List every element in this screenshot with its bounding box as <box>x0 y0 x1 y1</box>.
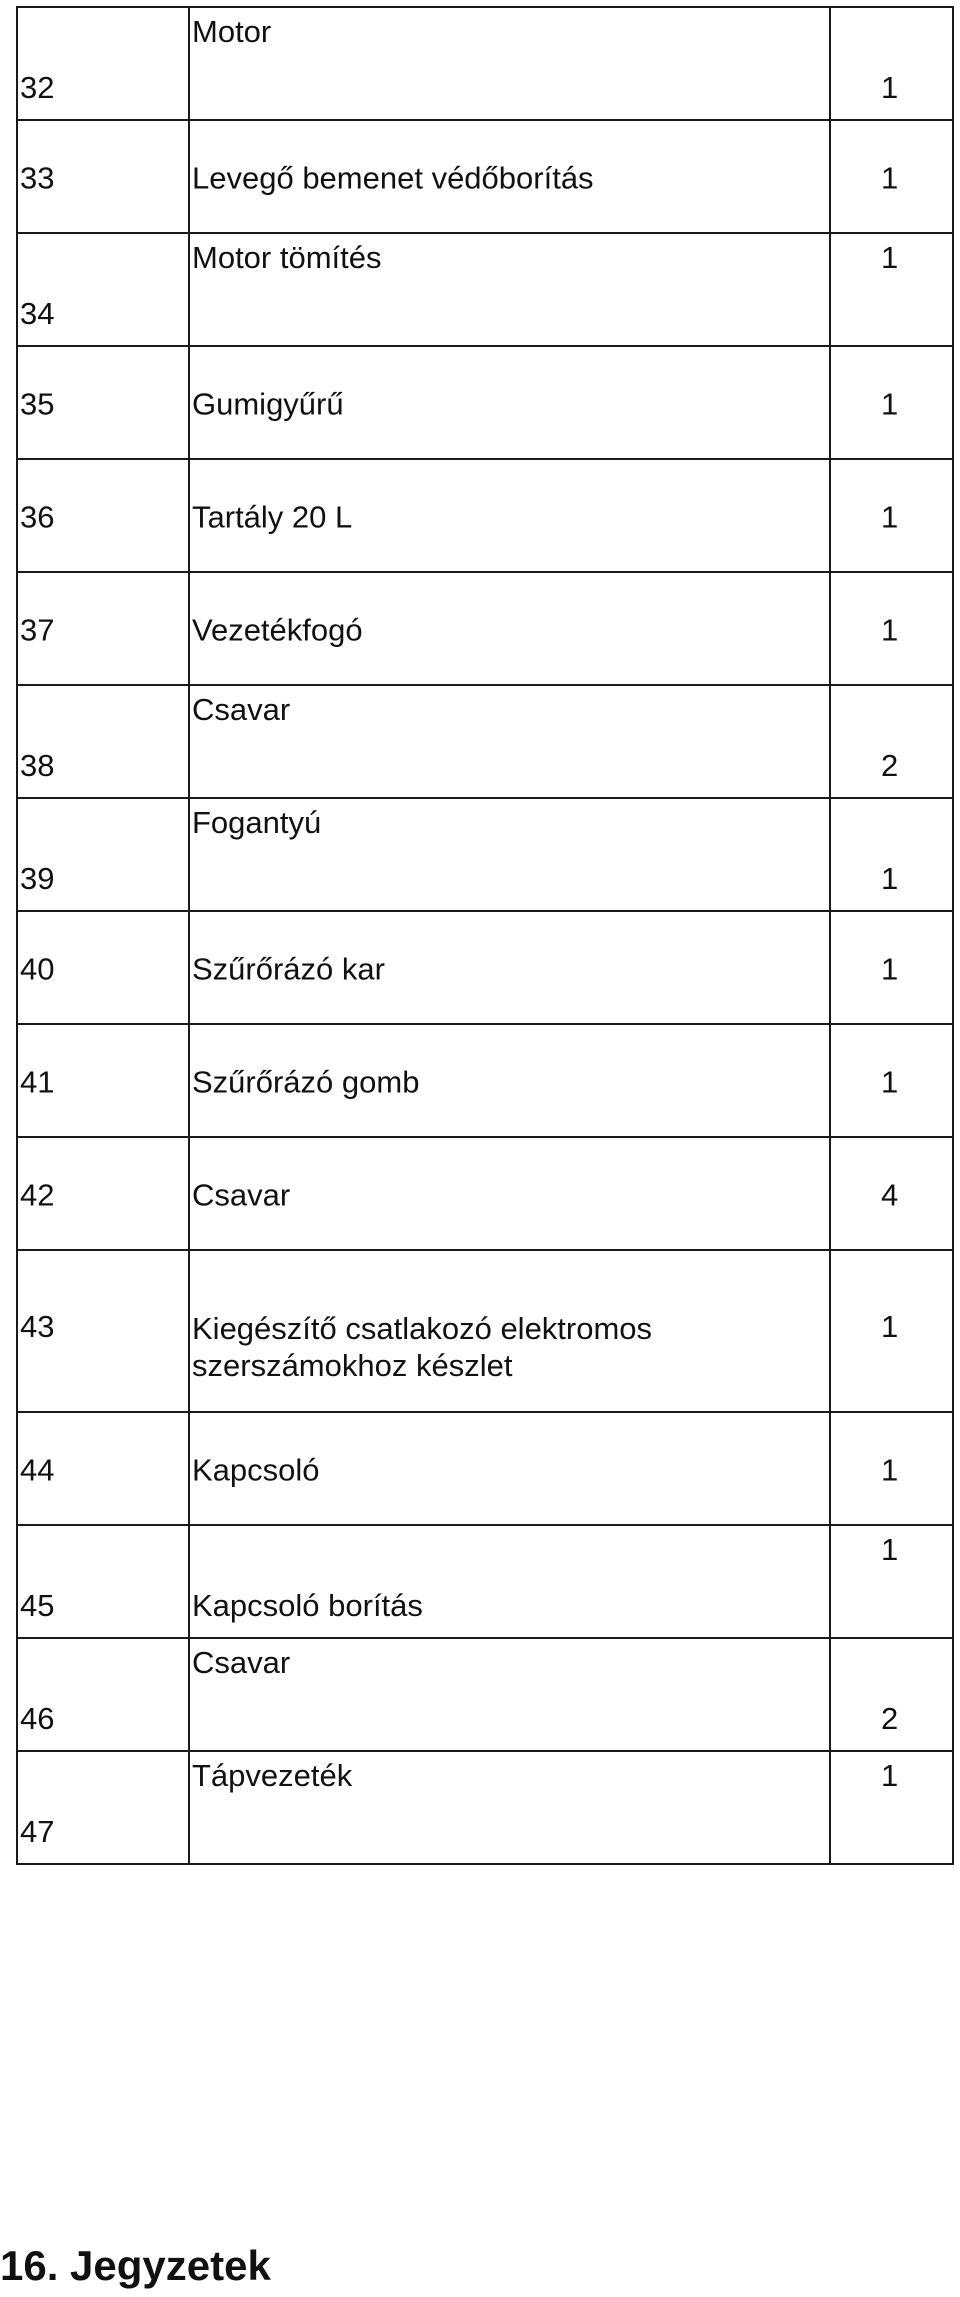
part-qty: 1 <box>881 612 899 648</box>
table-row <box>17 233 953 346</box>
part-name: Szűrőrázó gomb <box>192 1064 420 1100</box>
part-qty-cell <box>830 1412 953 1525</box>
part-number: 41 <box>20 1064 55 1100</box>
table-row <box>17 1412 953 1525</box>
part-number: 38 <box>20 748 55 784</box>
part-number-cell <box>17 459 189 572</box>
part-number-cell <box>17 798 189 911</box>
part-name-cell <box>189 459 830 572</box>
part-number: 45 <box>20 1588 55 1624</box>
part-name-cell <box>189 233 830 346</box>
part-name-cell <box>189 1024 830 1137</box>
part-name: Motor tömítés <box>192 240 382 275</box>
part-number-cell <box>17 1412 189 1525</box>
part-name-cell <box>189 685 830 798</box>
part-qty-cell <box>830 572 953 685</box>
part-qty: 1 <box>881 160 899 196</box>
part-name-cell <box>189 1137 830 1250</box>
part-name: Vezetékfogó <box>192 612 363 648</box>
part-qty-cell <box>830 346 953 459</box>
part-name: Tartály 20 L <box>192 499 353 535</box>
part-qty: 1 <box>881 951 899 987</box>
part-name-cell <box>189 1638 830 1751</box>
part-name: Csavar <box>192 1177 291 1213</box>
table-row <box>17 911 953 1024</box>
part-qty: 1 <box>881 70 899 106</box>
part-number-cell <box>17 1525 189 1638</box>
part-name-cell <box>189 1751 830 1864</box>
part-name-cell <box>189 798 830 911</box>
part-qty-cell <box>830 1137 953 1250</box>
table-row <box>17 1638 953 1751</box>
table-row <box>17 798 953 911</box>
part-number-cell <box>17 346 189 459</box>
part-name-cell <box>189 7 830 120</box>
part-name: Szűrőrázó kar <box>192 951 385 987</box>
part-name-line-2: szerszámokhoz készlet <box>192 1347 513 1383</box>
part-qty: 4 <box>881 1177 899 1213</box>
part-qty-cell <box>830 1751 953 1864</box>
part-number-cell <box>17 233 189 346</box>
part-number: 42 <box>20 1177 55 1213</box>
part-name-cell <box>189 346 830 459</box>
part-number-cell <box>17 911 189 1024</box>
table-row <box>17 685 953 798</box>
part-qty-cell <box>830 1638 953 1751</box>
part-number: 43 <box>20 1309 55 1344</box>
part-qty: 1 <box>881 1532 899 1567</box>
part-number: 39 <box>20 861 55 897</box>
part-number-cell <box>17 572 189 685</box>
part-qty-cell <box>830 685 953 798</box>
table-row <box>17 7 953 120</box>
table-row <box>17 459 953 572</box>
part-name: Kapcsoló borítás <box>192 1588 423 1624</box>
part-qty-cell <box>830 1525 953 1638</box>
part-name: Motor <box>192 14 272 49</box>
part-name-line-1: Kiegészítő csatlakozó elektromos <box>192 1311 653 1346</box>
part-number: 36 <box>20 499 55 535</box>
part-qty: 1 <box>881 861 899 897</box>
part-name-cell <box>189 1250 830 1412</box>
table-row <box>17 1024 953 1137</box>
part-qty-cell <box>830 798 953 911</box>
part-qty: 1 <box>881 499 899 535</box>
part-number-cell <box>17 1751 189 1864</box>
part-number-cell <box>17 120 189 233</box>
part-number: 33 <box>20 160 55 196</box>
table-row <box>17 1751 953 1864</box>
part-number: 47 <box>20 1814 55 1850</box>
part-qty: 1 <box>881 240 899 275</box>
part-qty: 1 <box>881 386 899 422</box>
part-qty: 1 <box>881 1064 899 1100</box>
part-number: 46 <box>20 1701 55 1737</box>
part-name <box>190 1311 829 1384</box>
table-row <box>17 572 953 685</box>
part-name-cell <box>189 1412 830 1525</box>
part-number: 34 <box>20 296 55 332</box>
part-qty-cell <box>830 459 953 572</box>
table-row <box>17 1525 953 1638</box>
part-number-cell <box>17 1250 189 1412</box>
part-qty-cell <box>830 7 953 120</box>
part-name: Csavar <box>192 1645 291 1680</box>
part-name-cell <box>189 1525 830 1638</box>
part-number: 44 <box>20 1452 55 1488</box>
table-row <box>17 1137 953 1250</box>
part-number: 35 <box>20 386 55 422</box>
part-name: Tápvezeték <box>192 1758 353 1793</box>
part-number-cell <box>17 1024 189 1137</box>
part-qty-cell <box>830 1250 953 1412</box>
part-name: Kapcsoló <box>192 1452 320 1488</box>
part-number-cell <box>17 1137 189 1250</box>
part-number: 37 <box>20 612 55 648</box>
part-number: 32 <box>20 70 55 106</box>
part-number-cell <box>17 7 189 120</box>
part-qty: 2 <box>881 748 899 784</box>
part-number-cell <box>17 685 189 798</box>
part-name: Csavar <box>192 692 291 727</box>
part-number-cell <box>17 1638 189 1751</box>
part-name-cell <box>189 120 830 233</box>
part-qty: 1 <box>881 1758 899 1793</box>
part-name-cell <box>189 911 830 1024</box>
table-row <box>17 120 953 233</box>
part-qty-cell <box>830 233 953 346</box>
part-name-cell <box>189 572 830 685</box>
part-qty: 1 <box>881 1452 899 1488</box>
part-number: 40 <box>20 951 55 987</box>
part-qty: 2 <box>881 1701 899 1737</box>
part-qty-cell <box>830 911 953 1024</box>
part-qty-cell <box>830 120 953 233</box>
part-name: Gumigyűrű <box>192 386 344 422</box>
part-qty: 1 <box>881 1309 899 1344</box>
part-qty-cell <box>830 1024 953 1137</box>
part-name: Fogantyú <box>192 805 322 840</box>
parts-list-table <box>16 6 954 1865</box>
part-name: Levegő bemenet védőborítás <box>192 160 594 196</box>
table-row <box>17 346 953 459</box>
table-row <box>17 1250 953 1412</box>
section-heading: 16. Jegyzetek <box>0 2242 271 2289</box>
